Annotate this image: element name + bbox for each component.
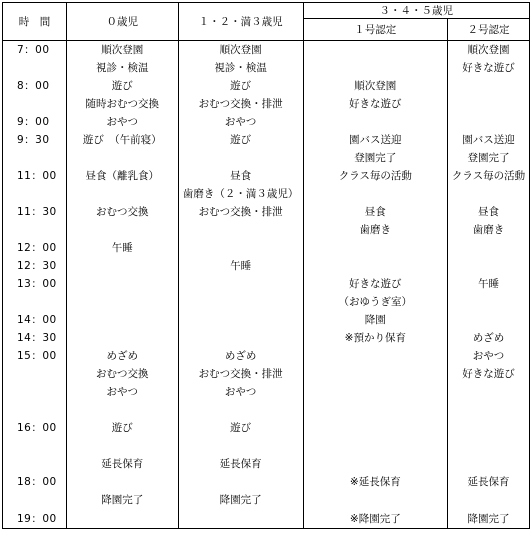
type2-activity: 登園完了 <box>448 149 530 167</box>
time-cell <box>3 221 67 239</box>
age0-activity: 順次登園 <box>66 41 178 59</box>
age0-activity <box>66 401 178 419</box>
type1-activity: 好きな遊び <box>303 275 447 293</box>
type2-activity: 延長保育 <box>448 473 530 491</box>
age0-activity: めざめ <box>66 347 178 365</box>
type1-activity <box>303 239 447 257</box>
time-cell <box>3 149 67 167</box>
type1-activity: 降園 <box>303 311 447 329</box>
age0-activity: 随時おむつ交換 <box>66 95 178 113</box>
time-cell <box>3 437 67 455</box>
type2-activity <box>448 239 530 257</box>
type2-activity <box>448 311 530 329</box>
table-row <box>3 347 530 365</box>
type1-activity: 好きな遊び <box>303 95 447 113</box>
time-cell <box>3 95 67 113</box>
age12-activity <box>178 509 303 529</box>
time-cell: 12：00 <box>3 239 67 257</box>
type1-activity: クラス毎の活動 <box>303 167 447 185</box>
table-row <box>3 293 530 311</box>
time-cell: 19：00 <box>3 509 67 529</box>
type1-activity <box>303 113 447 131</box>
type2-activity <box>448 401 530 419</box>
age12-activity <box>178 437 303 455</box>
time-cell: 16：00 <box>3 419 67 437</box>
table-row <box>3 149 530 167</box>
age12-activity <box>178 293 303 311</box>
age0-activity: おやつ <box>66 113 178 131</box>
table-row <box>3 365 530 383</box>
table-row <box>3 221 530 239</box>
type1-activity: 歯磨き <box>303 221 447 239</box>
age12-activity: 遊び <box>178 77 303 95</box>
type2-activity <box>448 491 530 509</box>
time-cell: 18：00 <box>3 473 67 491</box>
type1-activity <box>303 257 447 275</box>
age12-activity: 歯磨き（２・満３歳児） <box>178 185 303 203</box>
time-cell <box>3 365 67 383</box>
type2-activity <box>448 455 530 473</box>
age12-activity <box>178 149 303 167</box>
age12-activity: 昼食 <box>178 167 303 185</box>
type2-activity <box>448 257 530 275</box>
header-time: 時 間 <box>3 3 67 41</box>
table-row <box>3 491 530 509</box>
age0-activity <box>66 509 178 529</box>
age12-activity <box>178 473 303 491</box>
type2-activity: おやつ <box>448 347 530 365</box>
type2-activity <box>448 185 530 203</box>
age0-activity <box>66 257 178 275</box>
age0-activity: 遊び （午前寝） <box>66 131 178 149</box>
age0-activity <box>66 293 178 311</box>
type2-activity: 昼食 <box>448 203 530 221</box>
schedule-body <box>3 41 530 529</box>
type1-activity <box>303 401 447 419</box>
age12-activity: おやつ <box>178 383 303 401</box>
age0-activity: おむつ交換 <box>66 365 178 383</box>
age0-activity: 午睡 <box>66 239 178 257</box>
age12-activity: 遊び <box>178 131 303 149</box>
age12-activity: おむつ交換・排泄 <box>178 95 303 113</box>
type2-activity: 好きな遊び <box>448 365 530 383</box>
type1-activity: （おゆうぎ室） <box>303 293 447 311</box>
type1-activity <box>303 437 447 455</box>
table-row <box>3 455 530 473</box>
type1-activity: ※延長保育 <box>303 473 447 491</box>
time-cell: 11：30 <box>3 203 67 221</box>
age0-activity: 視診・検温 <box>66 59 178 77</box>
time-cell <box>3 491 67 509</box>
type1-activity: ※降園完了 <box>303 509 447 529</box>
table-row <box>3 473 530 491</box>
type2-activity: 降園完了 <box>448 509 530 529</box>
table-row <box>3 185 530 203</box>
age12-activity: 延長保育 <box>178 455 303 473</box>
type1-activity <box>303 491 447 509</box>
time-cell: 15：00 <box>3 347 67 365</box>
age12-activity: 順次登園 <box>178 41 303 59</box>
type1-activity: ※預かり保育 <box>303 329 447 347</box>
type2-activity <box>448 77 530 95</box>
time-cell: 8：00 <box>3 77 67 95</box>
table-row <box>3 131 530 149</box>
age0-activity <box>66 311 178 329</box>
table-row <box>3 257 530 275</box>
type2-activity <box>448 383 530 401</box>
table-row <box>3 419 530 437</box>
age12-activity: めざめ <box>178 347 303 365</box>
age12-activity: 午睡 <box>178 257 303 275</box>
type2-activity: クラス毎の活動 <box>448 167 530 185</box>
age12-activity <box>178 275 303 293</box>
type1-activity <box>303 455 447 473</box>
table-row <box>3 401 530 419</box>
type1-activity <box>303 383 447 401</box>
age12-activity: 視診・検温 <box>178 59 303 77</box>
age0-activity: 遊び <box>66 419 178 437</box>
type1-activity: 順次登園 <box>303 77 447 95</box>
table-row <box>3 383 530 401</box>
type2-activity <box>448 437 530 455</box>
age0-activity <box>66 275 178 293</box>
age0-activity: おむつ交換 <box>66 203 178 221</box>
type1-activity: 園バス送迎 <box>303 131 447 149</box>
type2-activity: めざめ <box>448 329 530 347</box>
time-cell <box>3 293 67 311</box>
time-cell: 9：00 <box>3 113 67 131</box>
table-row <box>3 77 530 95</box>
age12-activity: おむつ交換・排泄 <box>178 365 303 383</box>
time-cell: 13：00 <box>3 275 67 293</box>
age0-activity <box>66 473 178 491</box>
type1-activity <box>303 185 447 203</box>
type2-activity: 順次登園 <box>448 41 530 59</box>
table-row <box>3 275 530 293</box>
age0-activity: 延長保育 <box>66 455 178 473</box>
header-age-0: ０歳児 <box>66 3 178 41</box>
age0-activity <box>66 185 178 203</box>
table-row <box>3 113 530 131</box>
type1-activity <box>303 59 447 77</box>
time-cell: 12：30 <box>3 257 67 275</box>
table-row <box>3 329 530 347</box>
age12-activity <box>178 329 303 347</box>
table-row <box>3 41 530 59</box>
type1-activity <box>303 347 447 365</box>
age12-activity: 遊び <box>178 419 303 437</box>
type2-activity <box>448 95 530 113</box>
age0-activity: おやつ <box>66 383 178 401</box>
type1-activity <box>303 419 447 437</box>
age0-activity <box>66 329 178 347</box>
type1-activity <box>303 365 447 383</box>
type1-activity: 昼食 <box>303 203 447 221</box>
type2-activity: 好きな遊び <box>448 59 530 77</box>
time-cell <box>3 185 67 203</box>
table-row <box>3 509 530 529</box>
table-row <box>3 437 530 455</box>
time-cell <box>3 383 67 401</box>
type2-activity: 午睡 <box>448 275 530 293</box>
time-cell: 11：00 <box>3 167 67 185</box>
age0-activity: 遊び <box>66 77 178 95</box>
age12-activity <box>178 311 303 329</box>
age0-activity <box>66 437 178 455</box>
time-cell: 7：00 <box>3 41 67 59</box>
time-cell <box>3 455 67 473</box>
table-row <box>3 95 530 113</box>
table-row <box>3 203 530 221</box>
type2-activity <box>448 113 530 131</box>
header-age-1-2-3: １・２・満３歳児 <box>178 3 303 41</box>
time-cell: 9：30 <box>3 131 67 149</box>
age0-activity: 昼食（離乳食） <box>66 167 178 185</box>
table-row <box>3 59 530 77</box>
age12-activity <box>178 401 303 419</box>
type2-activity <box>448 419 530 437</box>
table-row <box>3 311 530 329</box>
time-cell <box>3 401 67 419</box>
daily-schedule-table <box>2 2 530 529</box>
type2-activity: 園バス送迎 <box>448 131 530 149</box>
age0-activity <box>66 149 178 167</box>
header-type-2: ２号認定 <box>448 19 530 41</box>
header-age-3-4-5: ３・４・５歳児 <box>303 3 529 19</box>
type1-activity <box>303 41 447 59</box>
age0-activity: 降園完了 <box>66 491 178 509</box>
type2-activity: 歯磨き <box>448 221 530 239</box>
age0-activity <box>66 221 178 239</box>
type2-activity <box>448 293 530 311</box>
age12-activity: おやつ <box>178 113 303 131</box>
time-cell: 14：30 <box>3 329 67 347</box>
age12-activity <box>178 221 303 239</box>
age12-activity: おむつ交換・排泄 <box>178 203 303 221</box>
type1-activity: 登園完了 <box>303 149 447 167</box>
header-type-1: １号認定 <box>303 19 447 41</box>
table-row <box>3 167 530 185</box>
age12-activity: 降園完了 <box>178 491 303 509</box>
time-cell: 14：00 <box>3 311 67 329</box>
time-cell <box>3 59 67 77</box>
age12-activity <box>178 239 303 257</box>
table-row <box>3 239 530 257</box>
